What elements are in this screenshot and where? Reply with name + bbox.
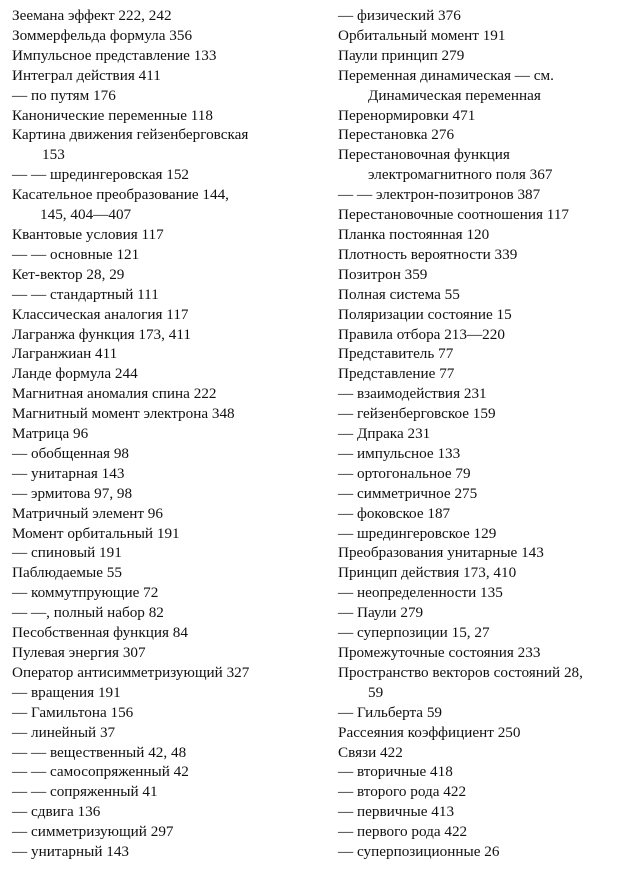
- index-entry: Кет-вектор 28, 29: [12, 265, 125, 283]
- index-entry: — первичные 413: [338, 803, 455, 821]
- index-entry: Рассеяния коэффициент 250: [338, 723, 521, 741]
- index-entry: Матричный элемент 96: [12, 504, 163, 522]
- index-column-right: [338, 6, 616, 862]
- index-entry: — — стандартный 111: [12, 285, 159, 303]
- index-entry: Поляризации состояние 15: [338, 305, 512, 323]
- index-entry: Зеемана эффект 222, 242: [12, 7, 172, 24]
- index-entry: Квантовые условия 117: [12, 225, 164, 243]
- index-entry: — гейзенберговское 159: [338, 405, 496, 423]
- index-entry: — физический 376: [338, 7, 461, 24]
- index-entry: Орбитальный момент 191: [338, 26, 506, 44]
- index-entry: Связи 422: [338, 743, 403, 761]
- index-entry: Импульсное представление 133: [12, 46, 217, 64]
- index-entry: — симметризующий 297: [12, 823, 174, 841]
- index-entry: Правила отбора 213—220: [338, 325, 505, 343]
- index-entry: — — вещественный 42, 48: [12, 743, 187, 761]
- index-entry: — суперпозиционные 26: [338, 843, 500, 861]
- index-entry: Представление 77: [338, 365, 455, 383]
- index-entry: Магнитная аномалия спина 222: [12, 385, 217, 403]
- index-entry: Перестановочные соотношения 117: [338, 206, 570, 224]
- index-entry: — коммутпрующие 72: [12, 584, 159, 602]
- index-entry: Пулевая энергия 307: [12, 644, 146, 661]
- index-entry: — спиновый 191: [12, 544, 122, 562]
- index-entry-continuation: 59: [368, 683, 384, 701]
- index-entry: Лагранжиан 411: [12, 345, 118, 363]
- index-entry: Классическая аналогия 117: [12, 305, 189, 323]
- index-entry: Момент орбитальный 191: [12, 524, 180, 542]
- index-entry-continuation: Динамическая переменная: [368, 86, 541, 104]
- index-entry: — — основные 121: [12, 245, 140, 263]
- index-entry-continuation: электромагнитного поля 367: [368, 166, 553, 184]
- index-entry: Картина движения гейзенберговская: [12, 126, 249, 144]
- index-entry: — сдвига 136: [12, 803, 101, 821]
- index-entry: Принцип действия 173, 410: [338, 564, 517, 582]
- index-entry: Промежуточные состояния 233: [338, 644, 541, 661]
- index-entry: — фоковское 187: [338, 504, 451, 522]
- index-entry-continuation: 145, 404—407: [40, 206, 132, 224]
- index-entry: — второго рода 422: [338, 783, 467, 801]
- index-entry: Ланде формула 244: [12, 365, 138, 383]
- index-entry: Магнитный момент электрона 348: [12, 405, 235, 423]
- index-entry: — вторичные 418: [338, 763, 453, 781]
- index-entry: Матрица 96: [12, 425, 89, 443]
- index-entry: — первого рода 422: [338, 823, 468, 841]
- index-entry: Пространство векторов состояний 28,: [338, 663, 583, 681]
- index-entry: — взаимодействия 231: [338, 385, 487, 403]
- index-entry: Перестановочная функция: [338, 146, 510, 164]
- index-entry: — неопределенности 135: [338, 584, 503, 602]
- index-entry: Паули принцип 279: [338, 46, 465, 64]
- index-entry: — обобщенная 98: [12, 444, 130, 462]
- index-entry: — Гильберта 59: [338, 703, 443, 721]
- index-entry: — ортогональное 79: [338, 464, 471, 482]
- index-entry: Плотность вероятности 339: [338, 245, 518, 263]
- index-entry: Представитель 77: [338, 345, 454, 363]
- index-entry: Песобственная функция 84: [12, 624, 188, 642]
- index-entry: Касательное преобразование 144,: [12, 186, 229, 204]
- index-entry: Перестановка 276: [338, 126, 455, 144]
- index-entry: — —, полный набор 82: [12, 604, 164, 622]
- index-entry: Паблюдаемые 55: [12, 564, 122, 582]
- index-entry-continuation: 153: [42, 146, 65, 164]
- index-entry: Полная система 55: [338, 285, 460, 303]
- index-entry: Преобразования унитарные 143: [338, 544, 544, 562]
- index-entry: — вращения 191: [12, 683, 121, 701]
- index-entry: Планка постоянная 120: [338, 225, 490, 243]
- index-entry: — по путям 176: [12, 86, 116, 104]
- index-entry: — импульсное 133: [338, 444, 461, 462]
- index-entry: — — электрон-позитронов 387: [338, 186, 541, 204]
- index-entry: Перенормировки 471: [338, 106, 476, 124]
- index-entry: Переменная динамическая — см.: [338, 66, 554, 84]
- index-entry: — линейный 37: [12, 723, 116, 741]
- index-entry: — Дпрака 231: [338, 425, 431, 443]
- index-entry: — шредингеровское 129: [338, 524, 497, 542]
- index-entry: Зоммерфельда формула 356: [12, 26, 193, 44]
- index-entry: Лагранжа функция 173, 411: [12, 325, 191, 343]
- index-entry: — — шредингеровская 152: [12, 166, 190, 184]
- index-entry: — — самосопряженный 42: [12, 763, 189, 781]
- index-entry: Позитрон 359: [338, 265, 428, 283]
- index-entry: — суперпозиции 15, 27: [338, 624, 490, 642]
- index-entry: Оператор антисимметризующий 327: [12, 663, 250, 681]
- index-entry: Канонические переменные 118: [12, 106, 213, 124]
- index-entry: — симметричное 275: [338, 484, 478, 502]
- index-entry: — Паули 279: [338, 604, 424, 622]
- index-entry: — — сопряженный 41: [12, 783, 158, 801]
- index-entry: Интеграл действия 411: [12, 66, 161, 84]
- index-entry: — унитарный 143: [12, 843, 130, 861]
- index-entry: — Гамильтона 156: [12, 703, 134, 721]
- index-column-left: [12, 6, 324, 862]
- index-entry: — эрмитова 97, 98: [12, 484, 133, 502]
- index-entry: — унитарная 143: [12, 464, 125, 482]
